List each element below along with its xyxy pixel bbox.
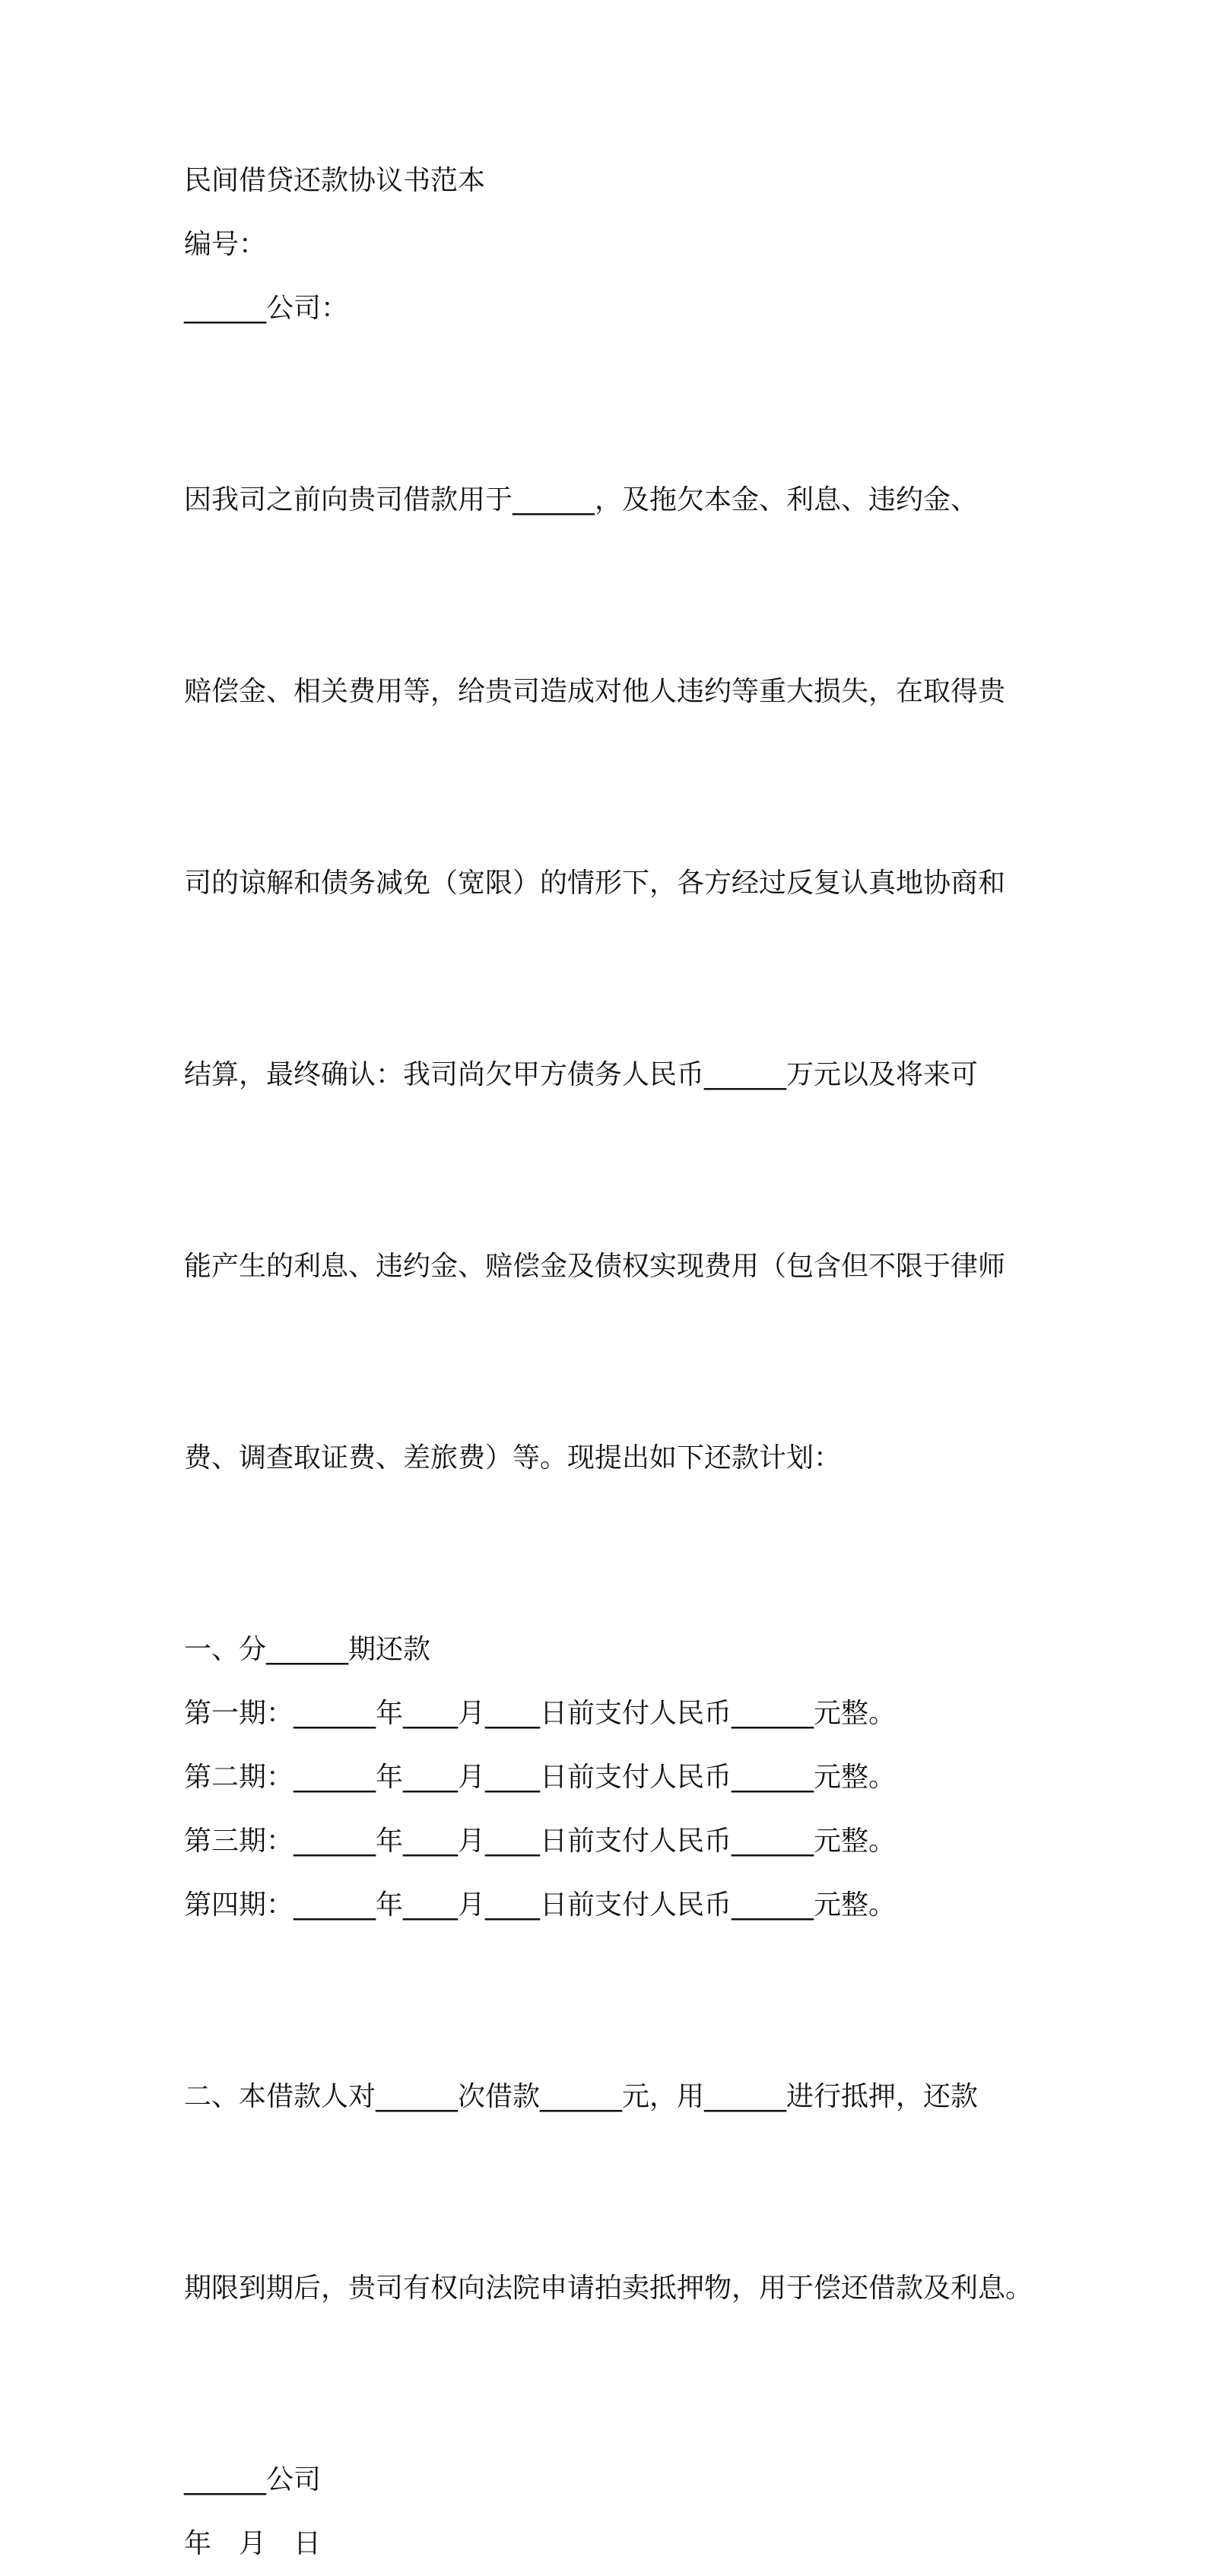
installment-line-1: 第一期：______年____月____日前支付人民币______元整。 [184,1698,897,1729]
section-one-heading: 一、分______期还款 [184,1634,431,1665]
signature-company: ______公司 [184,2464,322,2495]
section-two-line: 期限到期后，贵司有权向法院申请拍卖抵押物，用于偿还借款及利息。 [184,2273,1033,2304]
installment-line-3: 第三期：______年____月____日前支付人民币______元整。 [184,1826,897,1857]
section-two-line: 二、本借款人对______次借款______元，用______进行抵押，还款 [184,2081,979,2112]
installment-line-4: 第四期：______年____月____日前支付人民币______元整。 [184,1889,897,1921]
number-label: 编号： [184,229,267,260]
section-two-paragraph [184,1937,1036,2448]
document-title: 民间借贷还款协议书范本 [184,165,486,196]
body-line: 能产生的利息、违约金、赔偿金及债权实现费用（包含但不限于律师 [184,1251,1006,1282]
document-content [184,149,1036,2576]
addressee-line: ______公司： [184,293,349,324]
installment-line-2: 第二期：______年____月____日前支付人民币______元整。 [184,1762,897,1793]
body-line: 赔偿金、相关费用等，给贵司造成对他人违约等重大损失，在取得贵 [184,676,1006,707]
body-line: 因我司之前向贵司借款用于______，及拖欠本金、利息、违约金、 [184,484,979,516]
body-paragraph [184,341,1036,1618]
body-line: 结算，最终确认：我司尚欠甲方债务人民币______万元以及将来可 [184,1059,979,1090]
date-line: 年 月 日 [184,2528,322,2559]
body-line: 费、调查取证费、差旅费）等。现提出如下还款计划： [184,1442,842,1474]
body-line: 司的谅解和债务减免（宽限）的情形下，各方经过反复认真地协商和 [184,868,1006,899]
